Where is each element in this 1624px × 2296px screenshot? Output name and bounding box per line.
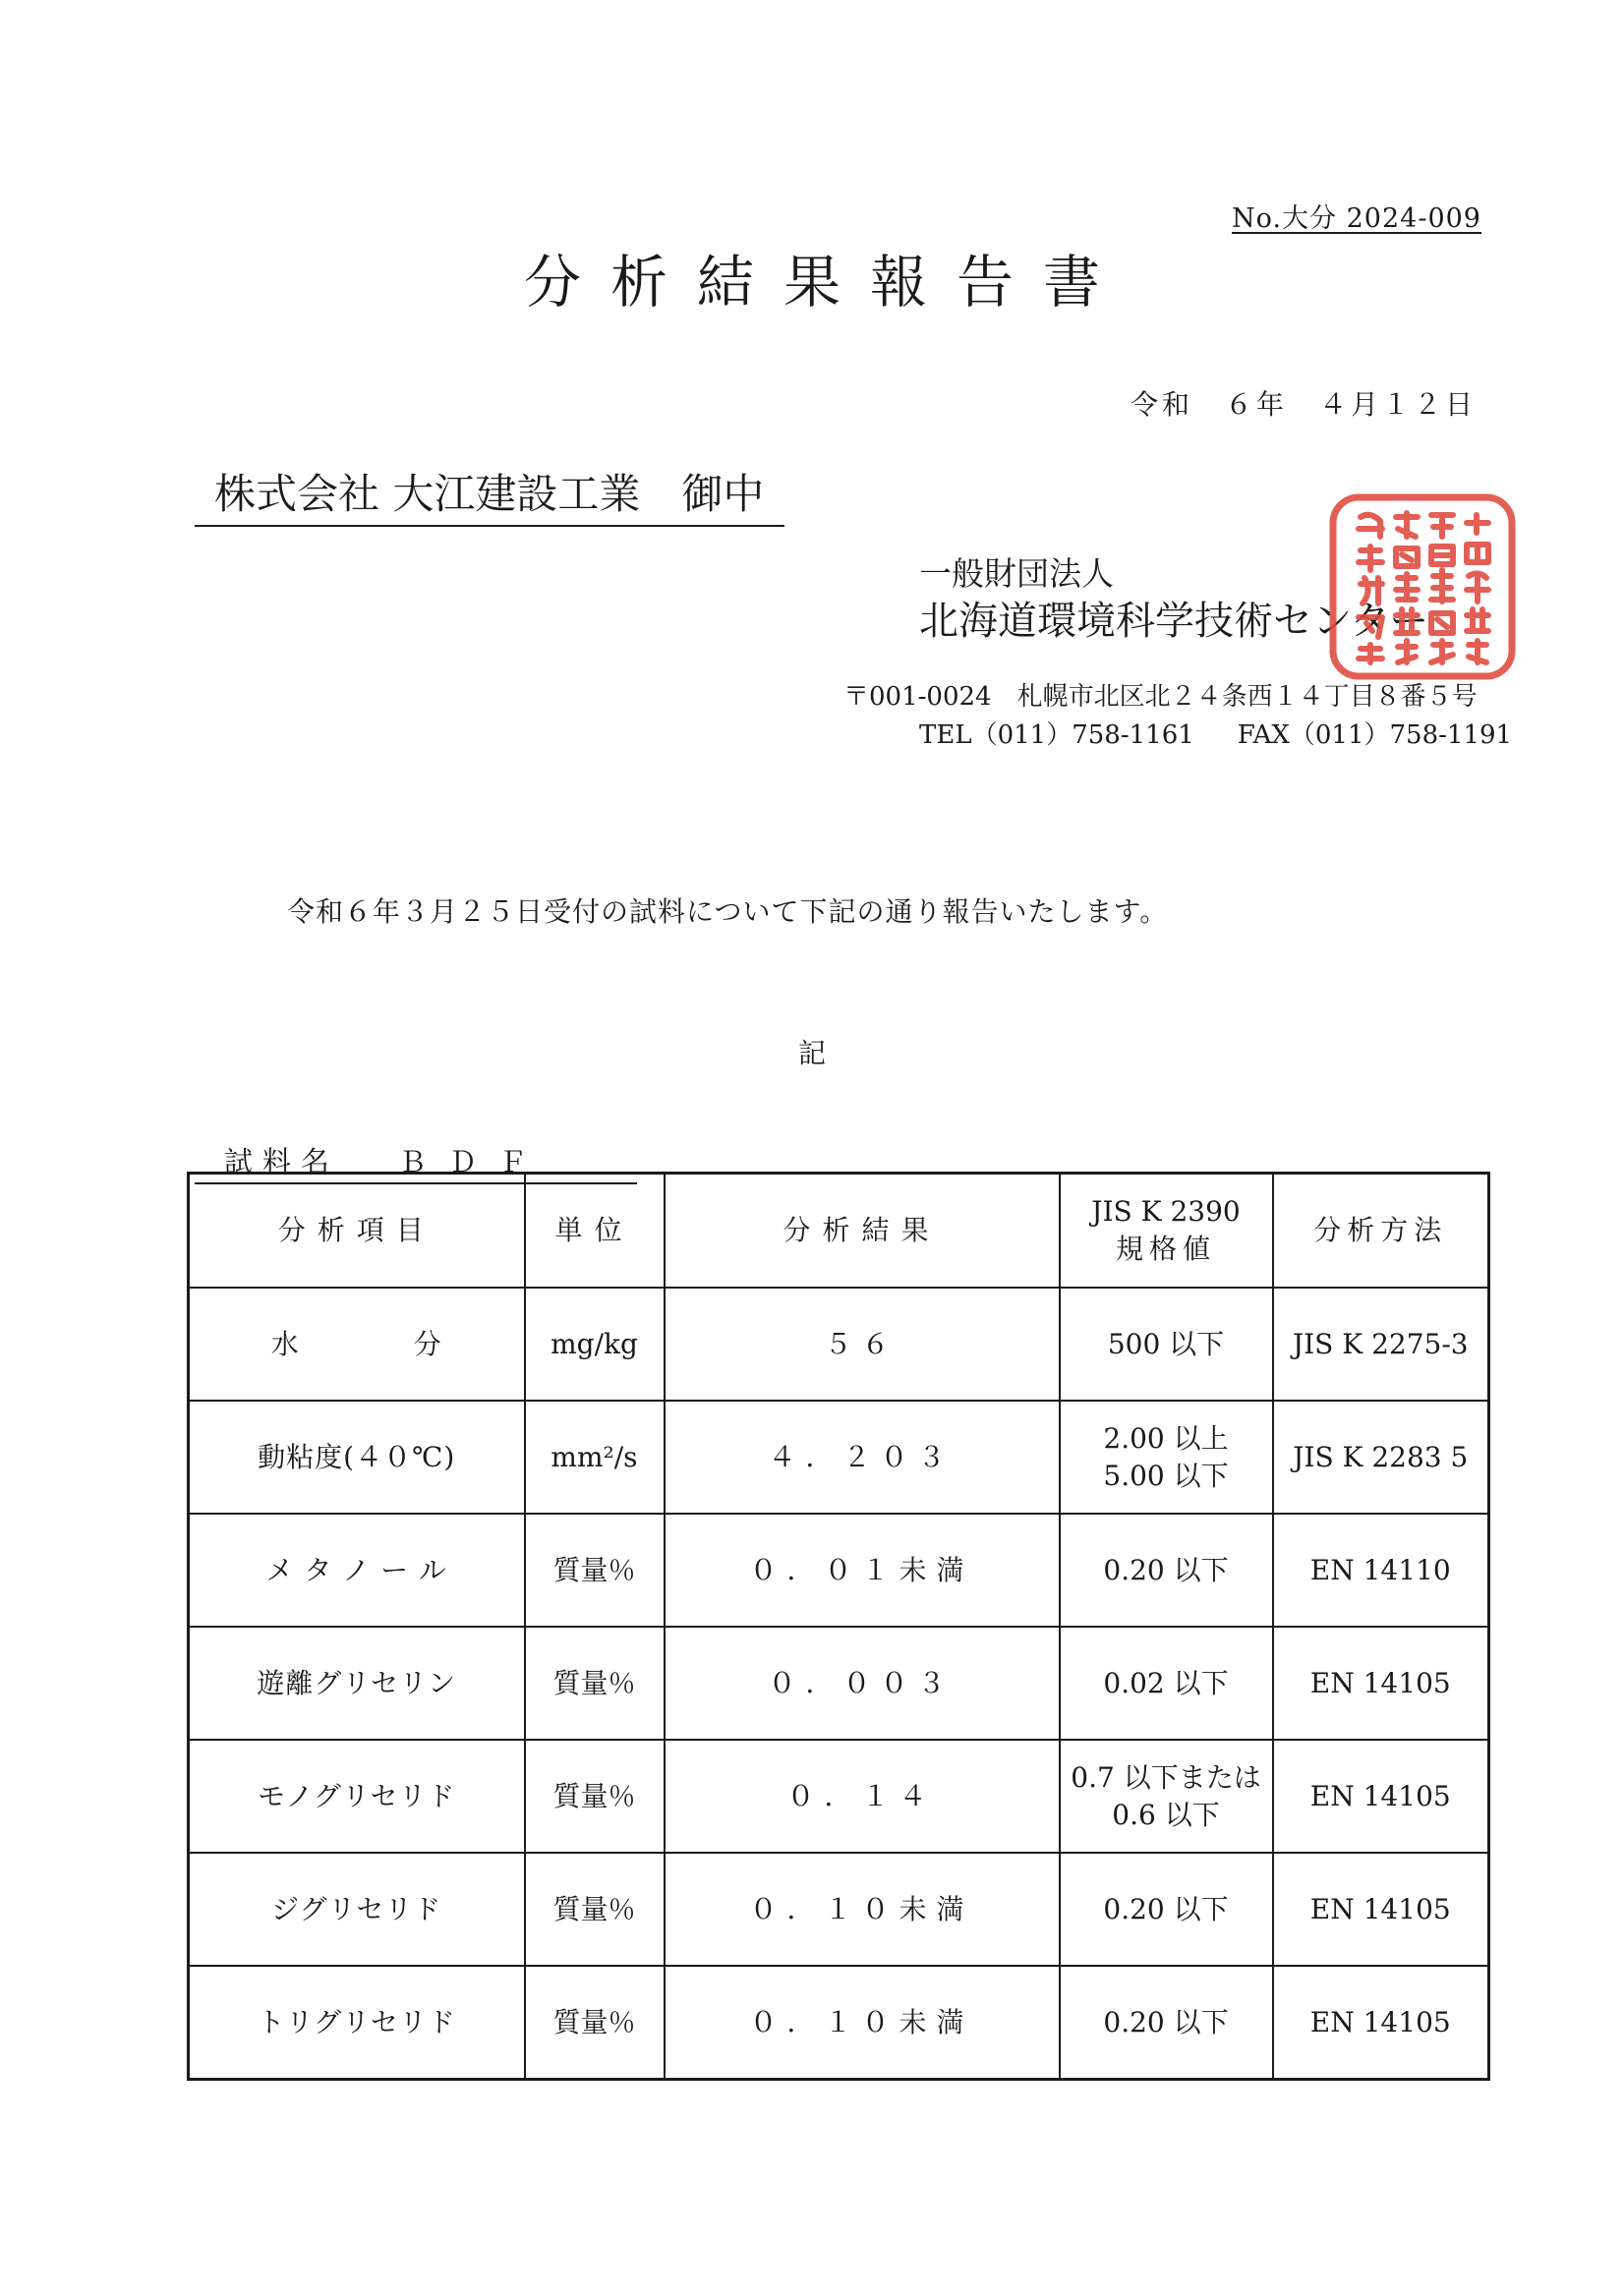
document-title: 分析結果報告書 <box>523 249 1130 316</box>
row-unit: 質量％ <box>525 1627 665 1740</box>
table-row <box>189 1853 1489 1966</box>
table-header-row <box>189 1174 1489 1289</box>
ki-heading: 記 <box>797 1037 826 1069</box>
row-method: JIS K 2283 5 <box>1273 1401 1489 1514</box>
row-spec-line1: 0.7 以下または <box>1071 1760 1261 1794</box>
issuer-contact <box>919 715 1512 751</box>
row-result: ０．１４ <box>665 1740 1060 1853</box>
issuer-address: 〒001-0024 札幌市北区北２４条西１４丁目８番５号 <box>843 682 1478 712</box>
issuer-org-name: 北海道環境科学技術センター <box>919 599 1429 644</box>
row-unit: 質量％ <box>525 1740 665 1853</box>
table-row <box>189 1627 1489 1740</box>
row-spec <box>1060 1514 1273 1627</box>
header-spec-line2: 規格値 <box>1115 1233 1216 1265</box>
document-number: No.大分 2024-009 <box>1232 203 1481 234</box>
table-row <box>189 1740 1489 1853</box>
issuer-tel: TEL（011）758-1161 <box>919 720 1194 750</box>
header-spec <box>1060 1174 1273 1289</box>
row-item: 水 分 <box>189 1288 525 1401</box>
row-unit: 質量％ <box>525 1853 665 1966</box>
row-spec-line1: 0.20 以下 <box>1103 1553 1229 1586</box>
row-result: ４．２０３ <box>665 1401 1060 1514</box>
row-unit: mm²/s <box>525 1401 665 1514</box>
intro-text: 令和６年３月２５日受付の試料について下記の通り報告いたします。 <box>287 895 1169 928</box>
row-spec-line2: 0.6 以下 <box>1112 1798 1220 1831</box>
row-unit: 質量％ <box>525 1966 665 2080</box>
table-row <box>189 1288 1489 1401</box>
row-item: 遊離グリセリン <box>189 1627 525 1740</box>
row-result: ０．００３ <box>665 1627 1060 1740</box>
row-item: モノグリセリド <box>189 1740 525 1853</box>
header-item: 分析項目 <box>189 1174 525 1289</box>
row-spec <box>1060 1966 1273 2080</box>
row-unit: mg/kg <box>525 1288 665 1401</box>
issuer-org-type: 一般財団法人 <box>919 554 1114 593</box>
row-spec-line1: 0.02 以下 <box>1103 1666 1229 1699</box>
row-spec-line1: 500 以下 <box>1107 1327 1225 1360</box>
row-spec <box>1060 1740 1273 1853</box>
header-result: 分析結果 <box>665 1174 1060 1289</box>
row-method: EN 14105 <box>1273 1740 1489 1853</box>
row-item: ジグリセリド <box>189 1853 525 1966</box>
row-item: メ タ ノ ー ル <box>189 1514 525 1627</box>
table-row <box>189 1966 1489 2080</box>
issuer-fax: FAX（011）758-1191 <box>1237 720 1513 750</box>
row-spec-line2: 5.00 以下 <box>1103 1459 1229 1492</box>
sample-value: ＢＤＦ <box>398 1145 550 1178</box>
row-method: EN 14110 <box>1273 1514 1489 1627</box>
issue-date: 令和 ６年 ４月１２日 <box>1130 388 1477 421</box>
row-spec-line1: 0.20 以下 <box>1103 1892 1229 1925</box>
row-spec-line1: 2.00 以上 <box>1103 1421 1229 1455</box>
row-method: JIS K 2275-3 <box>1273 1288 1489 1401</box>
table-row <box>189 1514 1489 1627</box>
row-method: EN 14105 <box>1273 1627 1489 1740</box>
sample-label: 試料名 <box>224 1145 340 1178</box>
row-spec <box>1060 1627 1273 1740</box>
row-result: ０．１０未満 <box>665 1966 1060 2080</box>
row-spec <box>1060 1288 1273 1401</box>
row-result: ５６ <box>665 1288 1060 1401</box>
header-method: 分析方法 <box>1273 1174 1489 1289</box>
row-spec <box>1060 1853 1273 1966</box>
official-seal-stamp <box>1329 493 1516 680</box>
row-item: 動粘度(４０℃) <box>189 1401 525 1514</box>
header-unit: 単位 <box>525 1174 665 1289</box>
recipient: 株式会社 大江建設工業 御中 <box>195 462 784 527</box>
row-spec-line1: 0.20 以下 <box>1103 2005 1229 2038</box>
row-unit: 質量％ <box>525 1514 665 1627</box>
row-spec <box>1060 1401 1273 1514</box>
analysis-results-table <box>187 1172 1490 2081</box>
header-spec-line1: JIS K 2390 <box>1091 1195 1241 1229</box>
row-method: EN 14105 <box>1273 1966 1489 2080</box>
row-item: トリグリセリド <box>189 1966 525 2080</box>
row-result: ０．０１未満 <box>665 1514 1060 1627</box>
table-row <box>189 1401 1489 1514</box>
row-method: EN 14105 <box>1273 1853 1489 1966</box>
row-result: ０．１０未満 <box>665 1853 1060 1966</box>
